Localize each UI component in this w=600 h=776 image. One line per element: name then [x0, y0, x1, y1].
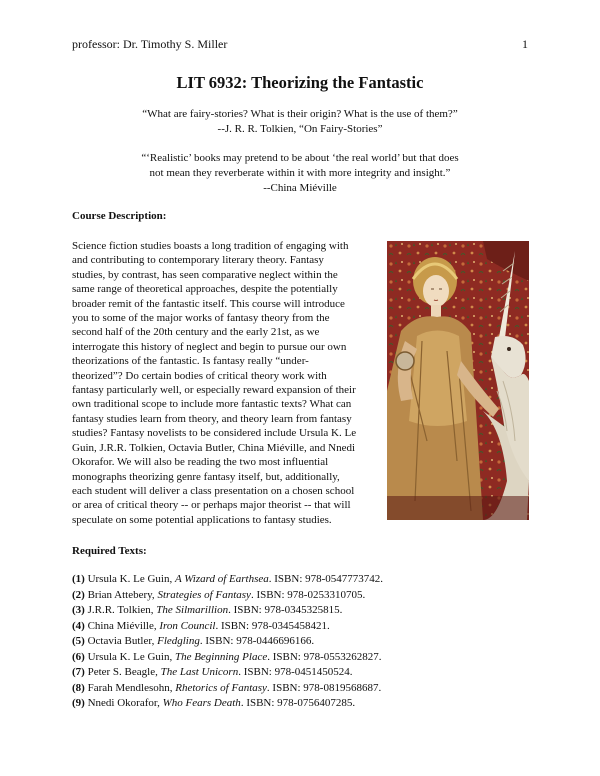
list-item	[72, 603, 542, 619]
course-title: LIT 6932: Theorizing the Fantastic	[176, 73, 424, 92]
item-title: Strategies of Fantasy	[157, 588, 251, 601]
required-texts-list	[72, 572, 542, 712]
description-line: Okorafor. We will also be reading the two most influential	[72, 456, 329, 469]
description-line: Guin, J.R.R. Tolkien, Octavia Butler, China Miéville, and Nnedi	[72, 441, 356, 454]
item-title: Who Fears Death	[162, 697, 241, 709]
description-line: monographs theorizing genre fantasy itself, but, additionally,	[72, 470, 340, 483]
item-number: (9)	[72, 697, 85, 709]
description-line: studies? Fantasy novelists to be considered include Ursula K. Le	[72, 427, 357, 440]
item-number: (7)	[72, 666, 85, 678]
list-item	[72, 619, 542, 635]
item-number: (1)	[72, 573, 85, 585]
description-line: fantasy particularly well, or especially reward expansion of their	[72, 384, 356, 397]
item-isbn: . ISBN: 978-0451450524.	[238, 666, 353, 678]
description-line: you to some of the major works of fantasy theory from the	[72, 312, 330, 325]
item-number: (2)	[72, 588, 85, 601]
description-line: speculate on some potential applications to fantasy studies.	[72, 513, 332, 526]
description-line: broader remit of the fantastic itself. This course will introduce	[72, 297, 345, 310]
list-item	[72, 650, 542, 666]
item-title: Rhetorics of Fantasy	[175, 681, 267, 694]
item-author: China Miéville,	[87, 619, 157, 632]
description-line: and contributing to contemporary literary theory. Fantasy	[72, 254, 324, 267]
description-line: same range of theoretical approaches, despite the potentially	[72, 283, 338, 296]
description-line: theorizations of the fantastic. Is fantasy really “under-	[72, 355, 309, 368]
description-line: or area of critical theory -- or perhaps major theorist -- that will	[72, 499, 351, 512]
course-description-heading: Course Description:	[72, 210, 167, 222]
list-item	[72, 588, 542, 604]
epigraph-mieville	[0, 151, 600, 196]
epigraph-line: not mean they reverberate within it with more integrity and insight.”	[149, 167, 451, 179]
description-line: Science fiction studies boasts a long tradition of engaging with	[72, 240, 349, 252]
item-isbn: . ISBN: 978-0547773742.	[268, 573, 384, 585]
item-title: A Wizard of Earthsea	[174, 573, 269, 585]
required-texts-heading: Required Texts:	[72, 545, 147, 557]
item-number: (8)	[72, 681, 85, 694]
item-isbn: . ISBN: 978-0446696166.	[199, 635, 315, 647]
running-header-professor: professor: Dr. Timothy S. Miller	[72, 37, 228, 51]
item-author: Octavia Butler,	[87, 635, 155, 647]
item-number: (3)	[72, 604, 85, 616]
item-author: J.R.R. Tolkien,	[87, 604, 154, 616]
course-description-body	[72, 239, 377, 527]
epigraph-attribution: --J. R. R. Tolkien, “On Fairy-Stories”	[217, 123, 383, 135]
page-number: 1	[522, 37, 528, 51]
tapestry-lady-and-unicorn-image	[387, 241, 529, 520]
description-line: second half of the 20th century and the early 21st, as we	[72, 326, 320, 339]
item-isbn: . ISBN: 978-0345325815.	[228, 604, 343, 616]
item-isbn: . ISBN: 978-0253310705.	[250, 588, 366, 601]
item-author: Ursula K. Le Guin,	[87, 573, 173, 585]
item-title: The Last Unicorn	[160, 666, 239, 678]
item-title: The Silmarillion	[156, 604, 229, 616]
description-line: own traditional scope to include more fantastic texts? What can	[72, 398, 352, 411]
item-isbn: . ISBN: 978-0553262827.	[267, 650, 382, 663]
description-line: interrogate this history of neglect and begin to pursue our own	[72, 340, 347, 353]
item-title: Iron Council	[159, 619, 216, 632]
epigraph-tolkien	[0, 107, 600, 137]
item-title: Fledgling	[157, 635, 200, 647]
list-item	[72, 634, 542, 650]
description-line: each student will deliver a class presentation on a chosen school	[72, 484, 355, 497]
item-isbn: . ISBN: 978-0756407285.	[240, 697, 356, 709]
item-author: Peter S. Beagle,	[87, 666, 158, 678]
item-author: Nnedi Okorafor,	[87, 697, 160, 709]
item-title: The Beginning Place	[174, 650, 268, 663]
item-number: (6)	[72, 650, 85, 663]
list-item	[72, 665, 542, 681]
description-line: fantasy studies learn from theory, and theory learn from fantasy	[72, 412, 352, 425]
epigraph-line: “‘Realistic’ books may pretend to be about ‘the real world’ but that does	[141, 152, 459, 164]
item-author: Farah Mendlesohn,	[87, 681, 173, 694]
description-line: theorized”? Do certain bodies of critical theory work with	[72, 369, 327, 382]
item-isbn: . ISBN: 978-0819568687.	[266, 681, 382, 694]
epigraph-line: “What are fairy-stories? What is their origin? What is the use of them?”	[142, 108, 458, 120]
item-isbn: . ISBN: 978-0345458421.	[215, 619, 330, 632]
epigraph-attribution: --China Miéville	[263, 182, 337, 194]
list-item	[72, 572, 542, 588]
item-author: Ursula K. Le Guin,	[87, 650, 173, 663]
description-line: studies, by contrast, has seen comparative neglect within the	[72, 268, 338, 281]
item-number: (5)	[72, 635, 85, 647]
list-item	[72, 681, 542, 697]
item-number: (4)	[72, 619, 85, 632]
item-author: Brian Attebery,	[87, 588, 155, 601]
list-item	[72, 696, 542, 712]
